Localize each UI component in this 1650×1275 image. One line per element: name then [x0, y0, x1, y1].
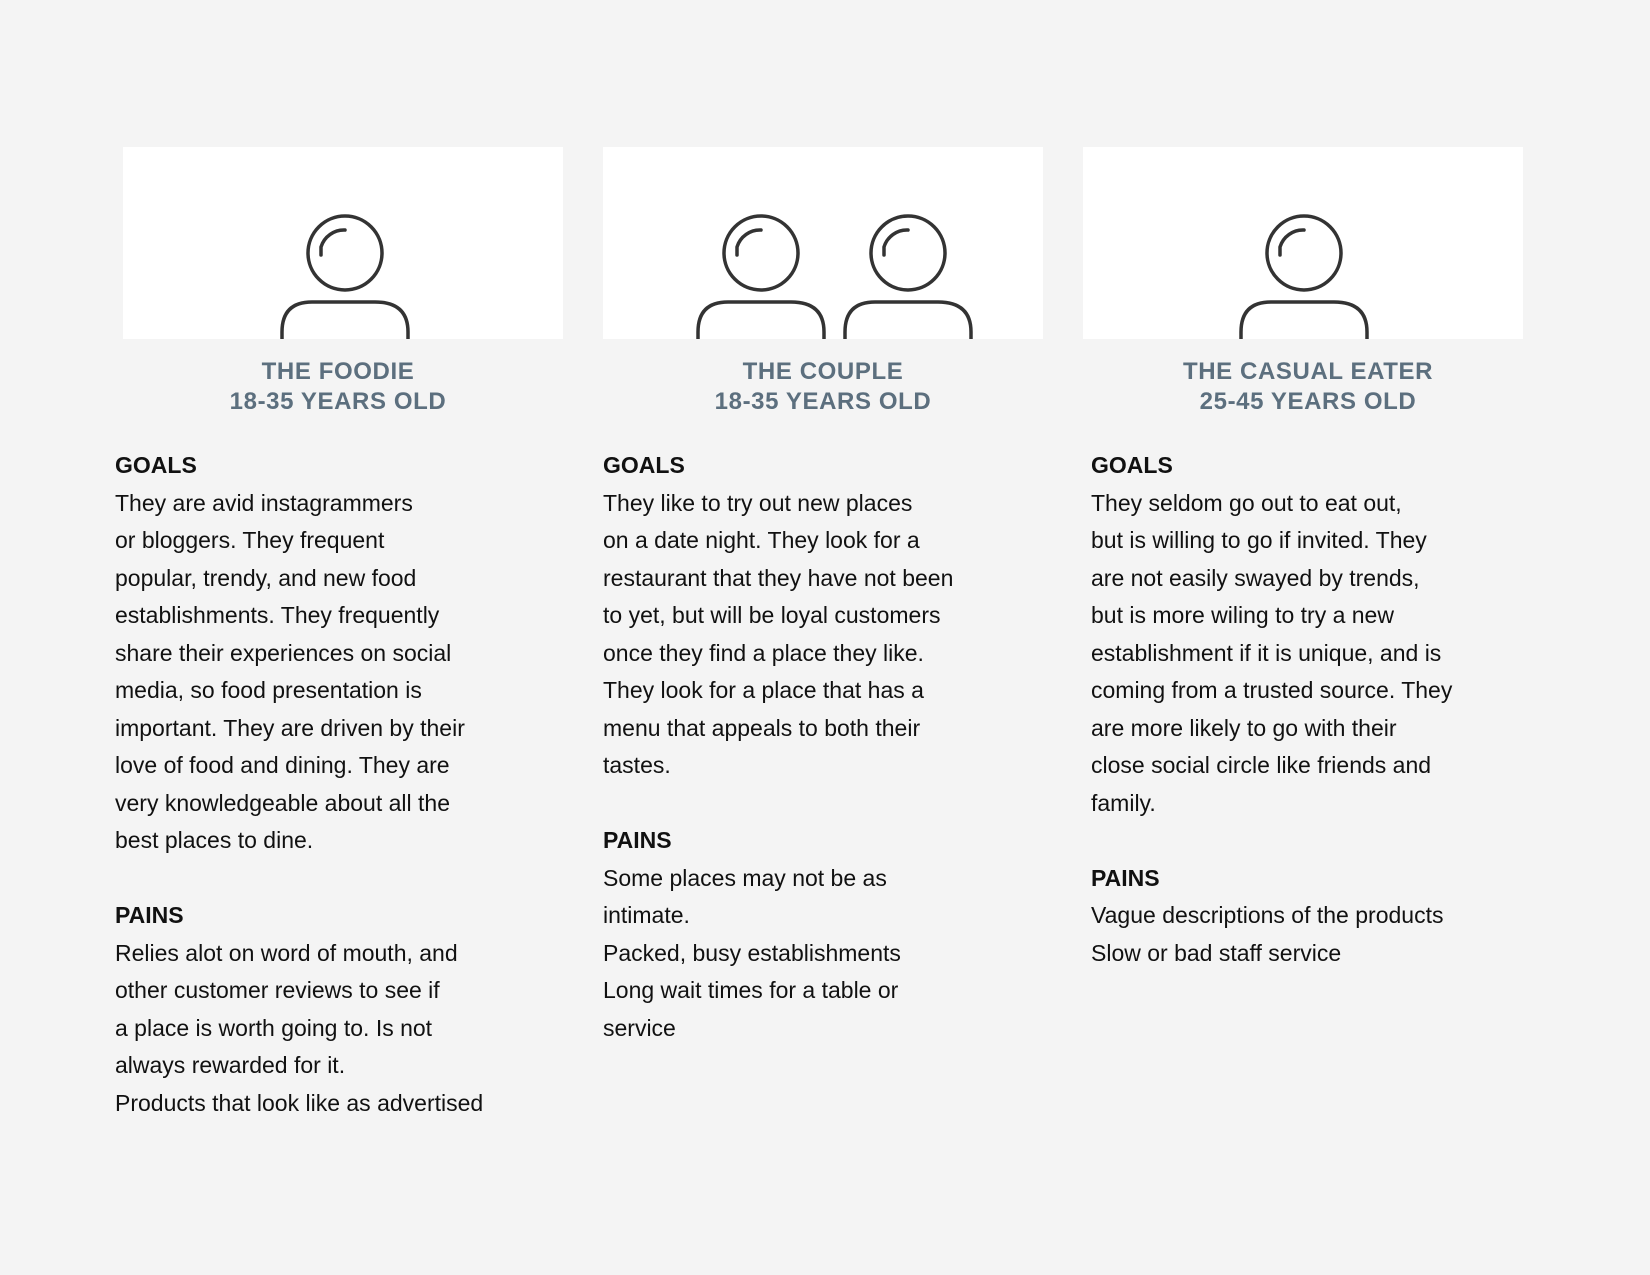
pains-line: always rewarded for it. [115, 1052, 346, 1078]
pains-heading: PAINS [1091, 864, 1160, 891]
goals-line: media, so food presentation is [115, 677, 422, 703]
avatar-box [1083, 147, 1523, 339]
section-spacer [115, 860, 535, 898]
goals-line: establishments. They frequently [115, 602, 440, 628]
goals-line: They seldom go out to eat out, [1091, 489, 1402, 516]
goals-line: tastes. [603, 752, 671, 778]
goals-line: are more likely to go with their [1091, 714, 1397, 741]
persona-age: 25-45 YEARS OLD [1199, 388, 1417, 415]
persona-name: THE COUPLE [742, 358, 904, 385]
pains-line: service [603, 1014, 676, 1041]
person-icon-left [698, 216, 824, 339]
goals-line: best places to dine. [115, 827, 314, 853]
person-icon-right [845, 216, 971, 339]
person-icon [1083, 147, 1523, 339]
section-spacer [1091, 822, 1511, 860]
persona-age: 18-35 YEARS OLD [229, 388, 447, 415]
pains-line: Products that look like as advertised [115, 1089, 484, 1116]
avatar-box [123, 147, 563, 339]
goals-line: very knowledgeable about all the [115, 789, 451, 816]
two-person-icon [603, 147, 1043, 339]
goals-line: They look for a place that has a [603, 677, 924, 703]
pains-line: Long wait times for a table or [603, 977, 899, 1003]
goals-text [115, 485, 535, 860]
pains-text [603, 860, 1023, 1048]
avatar-box [603, 147, 1043, 339]
goals-line: or bloggers. They frequent [115, 527, 385, 553]
persona-title [1088, 357, 1528, 417]
section-spacer [603, 785, 1023, 823]
goals-text [1091, 485, 1511, 823]
person-icon [123, 147, 563, 339]
goals-line: share their experiences on social [115, 639, 452, 666]
goals-line: popular, trendy, and new food [115, 564, 417, 591]
pains-line: other customer reviews to see if [115, 977, 440, 1003]
pains-text [115, 935, 535, 1123]
pains-line: Relies alot on word of mouth, and [115, 939, 458, 966]
goals-line: are not easily swayed by trends, [1091, 564, 1420, 591]
pains-line: intimate. [603, 902, 690, 928]
persona-name: THE FOODIE [261, 358, 415, 385]
goals-heading: GOALS [603, 452, 685, 478]
pains-line: Packed, busy establishments [603, 939, 901, 966]
goals-line: family. [1091, 789, 1156, 816]
pains-text [1091, 897, 1511, 972]
goals-line: menu that appeals to both their [603, 714, 921, 741]
goals-line: close social circle like friends and [1091, 752, 1432, 778]
persona-content [115, 447, 535, 1122]
pains-line: Vague descriptions of the products [1091, 902, 1444, 928]
goals-line: establishment if it is unique, and is [1091, 639, 1442, 666]
goals-heading: GOALS [1091, 452, 1173, 478]
goals-line: once they find a place they like. [603, 639, 924, 666]
pains-heading: PAINS [603, 827, 672, 853]
pains-line: a place is worth going to. Is not [115, 1014, 433, 1041]
pains-line: Slow or bad staff service [1091, 939, 1342, 966]
goals-line: coming from a trusted source. They [1091, 677, 1453, 703]
persona-content [1091, 447, 1511, 972]
goals-heading: GOALS [115, 452, 197, 478]
goals-line: love of food and dining. They are [115, 752, 450, 778]
persona-title [118, 357, 558, 417]
goals-line: to yet, but will be loyal customers [603, 602, 941, 628]
goals-line: They like to try out new places [603, 489, 913, 516]
goals-line: restaurant that they have not been [603, 564, 954, 591]
goals-line: on a date night. They look for a [603, 527, 920, 553]
persona-title [603, 357, 1043, 417]
goals-text [603, 485, 1023, 785]
pains-line: Some places may not be as [603, 864, 887, 891]
persona-age: 18-35 YEARS OLD [714, 388, 932, 415]
goals-line: but is willing to go if invited. They [1091, 527, 1427, 553]
persona-content [603, 447, 1023, 1047]
pains-heading: PAINS [115, 902, 184, 928]
persona-name: THE CASUAL EATER [1182, 358, 1434, 385]
goals-line: important. They are driven by their [115, 714, 465, 741]
goals-line: but is more wiling to try a new [1091, 602, 1394, 628]
goals-line: They are avid instagrammers [115, 489, 413, 516]
